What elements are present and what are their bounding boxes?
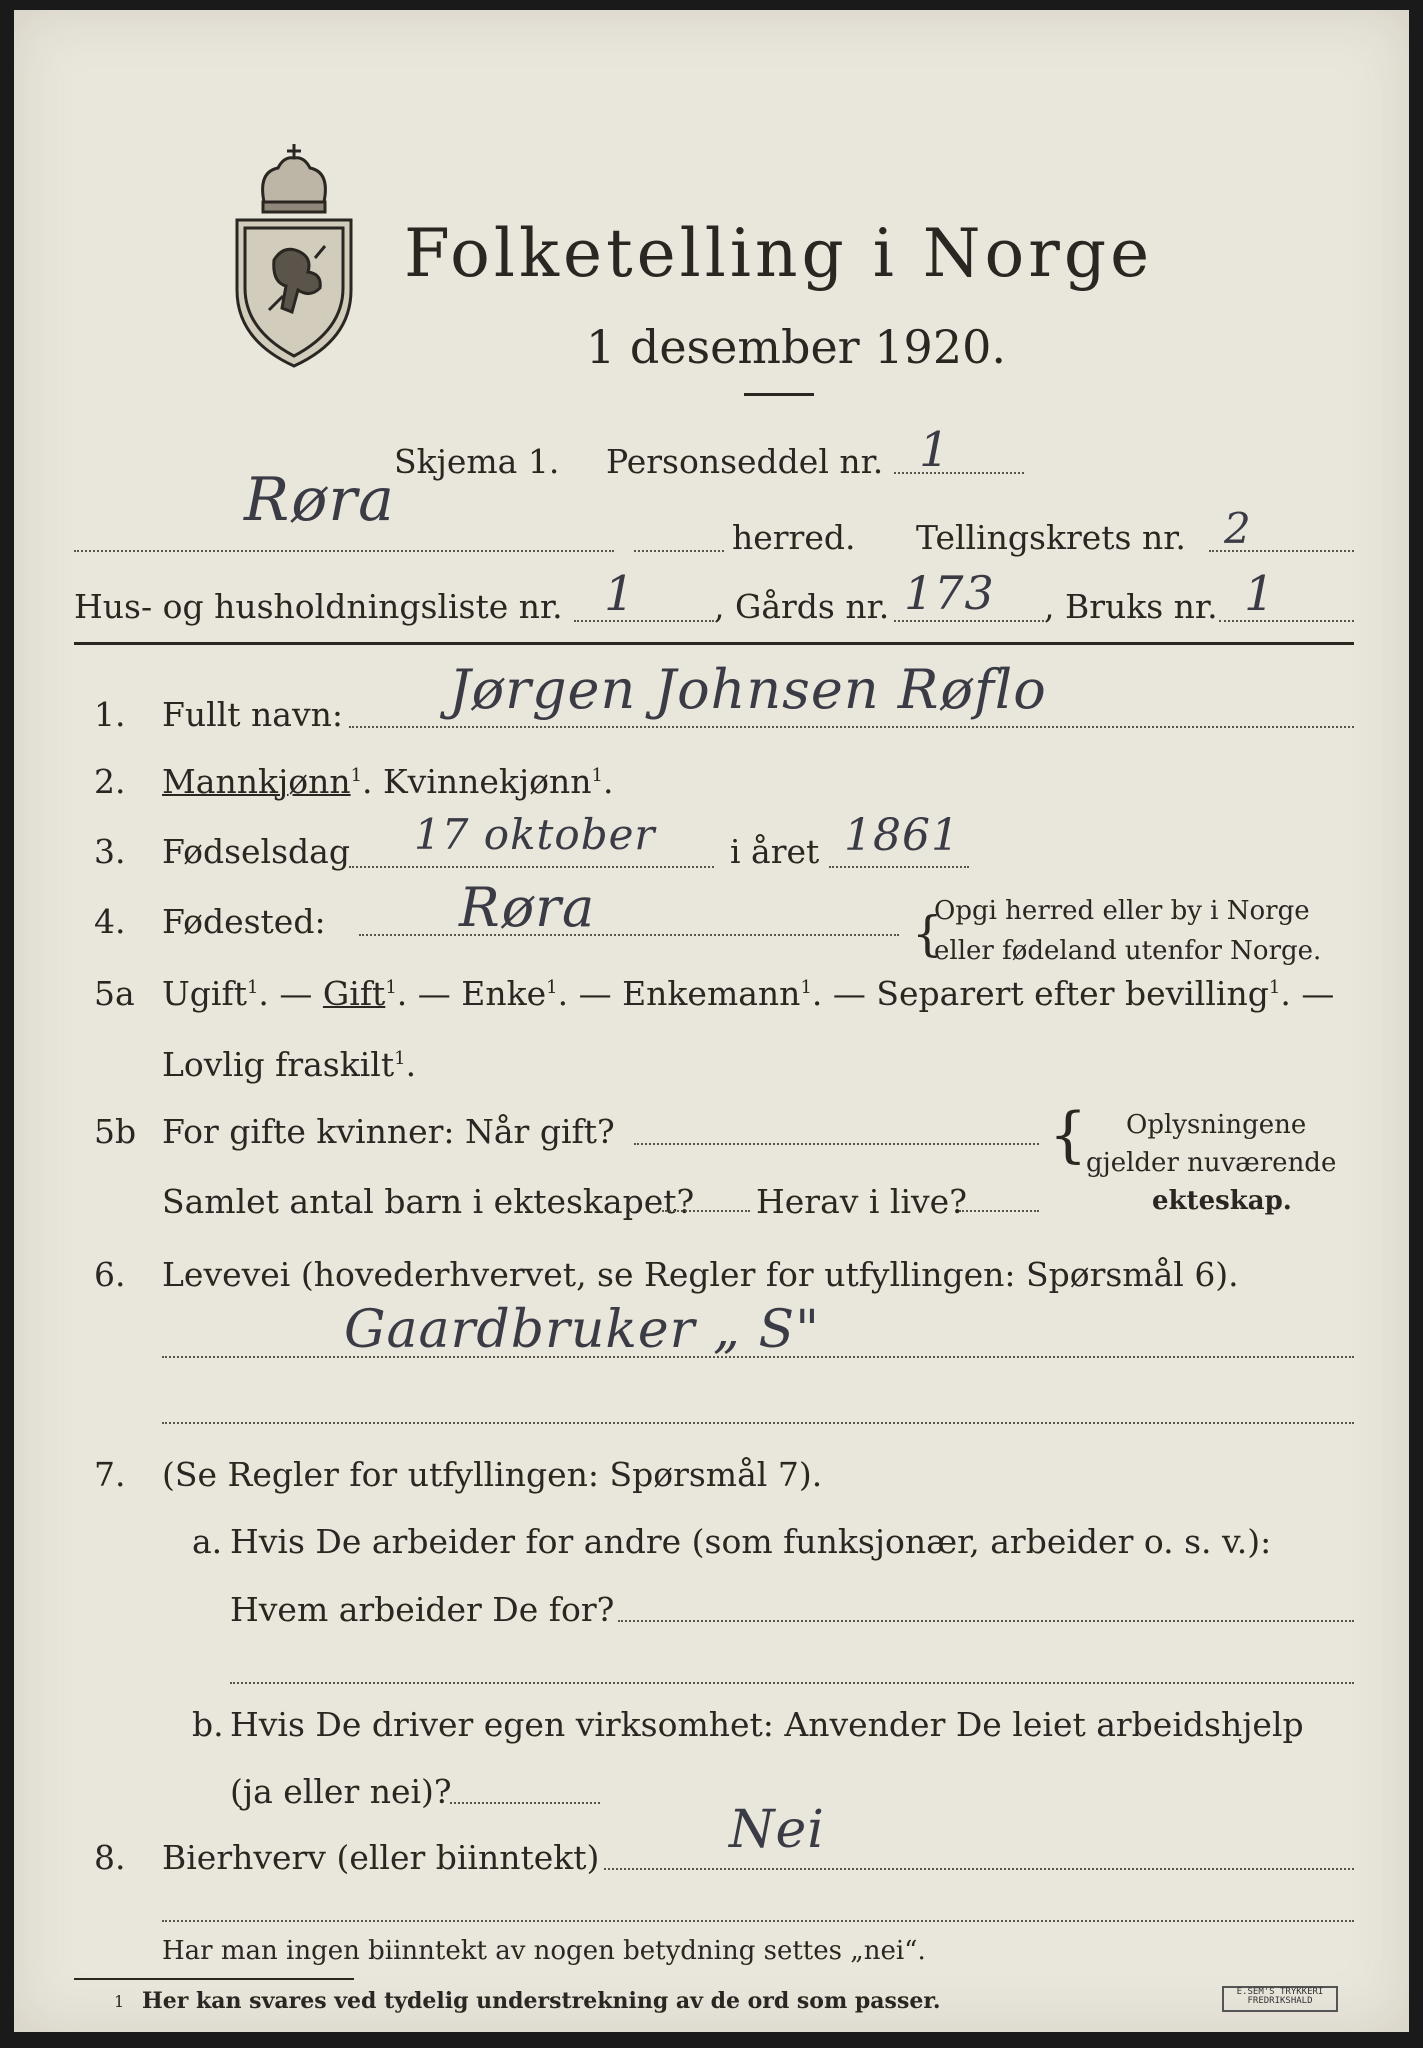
q3-value: 17 oktober [414, 810, 656, 859]
q4-note-1: Opgi herred eller by i Norge [934, 896, 1310, 926]
q5a-gift-selected: Gift [322, 974, 386, 1013]
tellingskrets-value: 2 [1224, 504, 1252, 553]
form-title: Folketelling i Norge [404, 215, 1154, 292]
hus-value: 1 [604, 566, 636, 622]
q7-label: (Se Regler for utfyllingen: Spørsmål 7). [162, 1455, 823, 1494]
bruks-label: , Bruks nr. [1044, 587, 1218, 626]
q3-label: Fødselsdag [162, 832, 350, 871]
q7a-who: Hvem arbeider De for? [230, 1590, 615, 1629]
q7b-label: Hvis De driver egen virksomhet: Anvender De leiet arbeidshjelp [230, 1705, 1304, 1744]
personseddel-value: 1 [919, 422, 951, 478]
tellingskrets-label: Tellingskrets nr. [916, 518, 1186, 557]
q2-options: Mannkjønn$^1$. Kvinnekjønn$^1$. [162, 762, 614, 801]
q1-label: Fullt navn: [162, 695, 343, 734]
q3-year-label: i året [730, 832, 820, 871]
q2-female: Kvinnekjønn [383, 762, 592, 801]
gards-label: , Gårds nr. [714, 587, 890, 626]
q5a-options: Ugift$^1$. — Gift$^1$. — Enke$^1$. — Enkemann$^1$. — Separert efter bevilling$^1$. — [162, 974, 1335, 1013]
q6-label: Levevei (hovederhvervet, se Regler for utfyllingen: Spørsmål 6). [162, 1255, 1239, 1294]
footnote: Her kan svares ved tydelig understrekning av de ord som passer. [142, 1988, 941, 2014]
printer-stamp: E.SEM'S TRYKKERI FREDRIKSHALD [1222, 1986, 1338, 2012]
census-form-page: Folketelling i Norge 1 desember 1920. Skjema 1. Personseddel nr. 1 Røra herred. Tellingskrets nr. 2 Hus- og husholdningsliste nr. 1 , Gårds nr. 173 , Bruks nr. 1 1. Fullt navn: Jørgen Johnsen Røflo 2. Mannkjønn$^1$. Kvinnekjønn$^1$. 3. Fødselsdag 17 oktober i året 1861 4. Fødested: Røra { Opgi herred eller by i Norge eller fødeland utenfor Norge. 5a Ugift$^1$. — Gift$^1$. — Enke$^1$. — Enkemann$^1$. — Separert efter bevilling$^1$. — Lovlig fraskilt$^1$. 5b For gifte kvinner: Når gift? Samlet antal barn i ekteskapet? Herav i live? { Oplysningene gjelder nuværende ekteskap. 6. Levevei (hovederhvervet, se Regler for utfyllingen: Spørsmål 6). Gaardbruker „ S" 7. (Se Regler for utfyllingen: Spørsmål 7). a. Hvis De arbeider for andre (som funksjonær, arbeider o. s. v.): Hvem arbeider De for? b. Hvis De driver egen virksomhet: Anvender De leiet arbeidshjelp (ja eller nei)? 8. Bierhverv (eller biinntekt) Nei Har man ingen biinntekt av nogen betydning settes „nei“. 1 Her kan svares ved tydelig understrekning av de ord som passer. E.SEM'S TRYKKERI FREDRIKSHALD [14, 10, 1409, 2032]
coat-of-arms-icon [229, 140, 359, 370]
q7b-jaei: (ja eller nei)? [230, 1772, 452, 1811]
place-value: Røra [244, 465, 395, 535]
skjema-label: Skjema 1. [394, 442, 560, 481]
gards-value: 173 [904, 566, 995, 620]
q5b-barn: Samlet antal barn i ekteskapet? [162, 1182, 695, 1221]
form-date: 1 desember 1920. [586, 320, 1006, 374]
q7a-label: Hvis De arbeider for andre (som funksjonær, arbeider o. s. v.): [230, 1522, 1272, 1561]
q4-label: Fødested: [162, 902, 326, 941]
divider-short [744, 393, 814, 396]
q5a-fraskilt: Lovlig fraskilt$^1$. [162, 1045, 417, 1084]
q5b-label: For gifte kvinner: Når gift? [162, 1112, 615, 1151]
q2-male-selected: Mannkjønn [162, 762, 351, 801]
herred-label: herred. [732, 518, 856, 557]
q5b-brace: { [1049, 1100, 1088, 1170]
q1-value: Jørgen Johnsen Røflo [449, 658, 1047, 721]
q4-value: Røra [459, 876, 596, 939]
q3-year-value: 1861 [844, 810, 960, 861]
divider-main [74, 642, 1354, 645]
footnote-rule [74, 1978, 354, 1980]
q4-brace: { [912, 906, 943, 962]
bruks-value: 1 [1244, 566, 1276, 622]
q4-note-2: eller fødeland utenfor Norge. [934, 936, 1322, 966]
q8-value: Nei [729, 1800, 825, 1860]
q6-value: Gaardbruker „ S" [344, 1300, 821, 1360]
personseddel-label: Personseddel nr. [606, 442, 884, 481]
q8-label: Bierhverv (eller biinntekt) [162, 1838, 600, 1877]
note-bottom: Har man ingen biinntekt av nogen betydning settes „nei“. [162, 1936, 926, 1966]
q5b-live: Herav i live? [756, 1182, 967, 1221]
hus-label: Hus- og husholdningsliste nr. [74, 587, 563, 626]
